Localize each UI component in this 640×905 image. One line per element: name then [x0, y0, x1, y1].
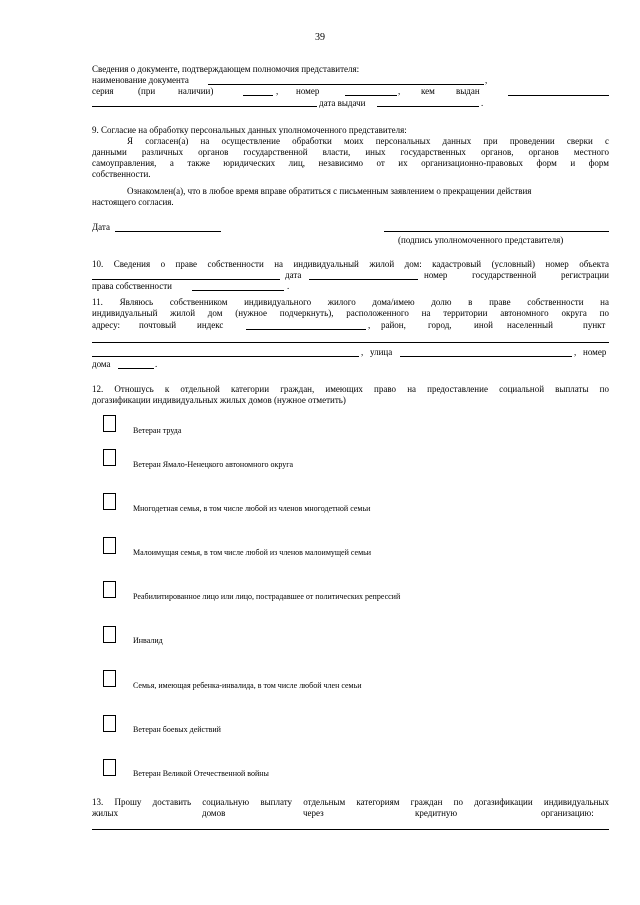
form-page: 39 Сведения о документе, подтверждающем полномочия представителя: наименование документа , серия (при наличии) , номер , кем выдан дата выдачи . 9. Согласие на обработку персональных данных уполномоченного представителя: Я согласен(а) на осуществление обработки моих персональных данных при проведении сверки с данными различных органов государственной власти, иных государственных органов, органов местного самоуправления, а также юридических лиц, независимо от их организационно-правовых форм и форм собственности. Ознакомлен(а), что в любое время вправе обратиться с письменным заявлением о прекращении действия настоящего согласия. Дата (подпись уполномоченного представителя) 10. Сведения о праве собственности на индивидуальный жилой дом: кадастровый (условный) номер объекта дата номер государственной регистрации права собственности . 11. Являюсь собственником индивидуального жилого дома/имею долю в праве собственности на индивидуальный жилой дом (нужное подчеркнуть), расположенного на территории автономного округа по адресу: почтовый индекс , район, город, иной населенный пункт , улица , номер дома . 12. Отношусь к отдельной категории граждан, имеющих право на предоставление социальной выплаты по догазификации индивидуальных жилых домов (нужное отметить) Ветеран труда Ветеран Ямало-Ненецкого автономного округа Многодетная семья, в том числе любой из членов многодетной семьи Малоимущая семья, в том числе любой из членов малоимущей семьи Реабилитированное лицо или лицо, пострадавшее от политических репрессий Инвалид Семья, имеющая ребенка-инвалида, в том числе любой член семьи Ветеран боевых действий Ветеран Великой Отечественной войны 13. Прошу доставить социальную выплату отдельным категориям граждан по догазификации индивидуальных жилых домов через кредитную организацию: — [0, 0, 640, 905]
house-number-field[interactable] — [118, 368, 154, 369]
section11-text-1: 11. Являюсь собственником индивидуального жилого дома/имею долю в праве собственности на — [92, 297, 609, 307]
option-disabled: Инвалид — [133, 636, 163, 645]
postal-label: почтовый — [139, 320, 177, 330]
ownership-right-label: права собственности — [92, 281, 172, 291]
locality-field-cont[interactable] — [92, 356, 359, 357]
section9-text-2: данными различных органов государственной власти, иных государственных органов, органов местного — [92, 147, 609, 157]
checkbox-ynao-veteran[interactable] — [103, 449, 116, 466]
issued-by-label: кем — [421, 86, 435, 96]
s13-word-credit: кредитную — [415, 808, 458, 818]
doc-name-field[interactable] — [208, 84, 484, 85]
checkbox-labor-veteran[interactable] — [103, 415, 116, 432]
option-ynao-veteran: Ветеран Ямало-Ненецкого автономного округа — [133, 460, 294, 469]
postal-index-field[interactable] — [246, 329, 366, 330]
checkbox-rehabilitated[interactable] — [103, 581, 116, 598]
checkbox-combat-veteran[interactable] — [103, 715, 116, 732]
s13-word-organization: организацию: — [541, 808, 594, 818]
s13-word-houses: жилых — [92, 808, 119, 818]
section12-text-2: догазификации индивидуальных жилых домов (нужное отметить) — [92, 395, 346, 405]
reg-number-field[interactable] — [192, 290, 284, 291]
district-label: район, — [381, 320, 406, 330]
s13-word-homes: домов — [202, 808, 226, 818]
section12-text-1: 12. Отношусь к отдельной категории граждан, имеющих право на предоставление социальной выплаты по — [92, 384, 609, 394]
checkbox-ww2-veteran[interactable] — [103, 759, 116, 776]
section9-text-3: самоуправления, а также юридических лиц, независимо от их организационно-правовых форм и форм — [92, 158, 609, 168]
option-disabled-child: Семья, имеющая ребенка-инвалида, в том числе любой член семьи — [133, 681, 362, 690]
settlement-label: населенный — [507, 320, 553, 330]
option-ww2-veteran: Ветеран Великой Отечественной войны — [133, 769, 269, 778]
reg-number-label: номер государственной регистрации — [424, 270, 609, 280]
issued-by-field-cont[interactable] — [92, 106, 317, 107]
credit-organization-field[interactable] — [92, 829, 609, 830]
doc-section-heading: Сведения о документе, подтверждающем полномочия представителя: — [92, 64, 360, 74]
house-label: дома — [92, 359, 111, 369]
checkbox-low-income[interactable] — [103, 537, 116, 554]
cadastral-number-field[interactable] — [92, 279, 280, 280]
section9-text-1: Я согласен(а) на осуществление обработки моих персональных данных при проведении сверки с — [127, 136, 609, 146]
option-labor-veteran: Ветеран труда — [133, 426, 182, 435]
section9-notice-1: Ознакомлен(а), что в любое время вправе обратиться с письменным заявлением о прекращении действия — [127, 186, 532, 196]
issue-date-field[interactable] — [377, 106, 479, 107]
issued-by-field[interactable] — [508, 95, 609, 96]
checkbox-disabled[interactable] — [103, 626, 116, 643]
signature-field[interactable] — [384, 231, 609, 232]
series-available-label: наличии) — [178, 86, 214, 96]
city-label: город, — [428, 320, 452, 330]
checkbox-disabled-child[interactable] — [103, 670, 116, 687]
option-combat-veteran: Ветеран боевых действий — [133, 725, 221, 734]
signature-caption: (подпись уполномоченного представителя) — [398, 235, 564, 245]
section9-notice-2: настоящего согласия. — [92, 197, 174, 207]
page-number: 39 — [315, 32, 325, 43]
locality-label: пункт — [583, 320, 606, 330]
house-number-label: номер — [583, 347, 607, 357]
section10-text-1: 10. Сведения о праве собственности на индивидуальный жилой дом: кадастровый (условный) номер объекта — [92, 259, 609, 269]
street-label: улица — [370, 347, 393, 357]
section11-text-2: индивидуальный жилой дом (нужное подчеркнуть), расположенного на территории автономного округа по — [92, 308, 609, 318]
street-field[interactable] — [400, 356, 572, 357]
s13-word-via: через — [303, 808, 324, 818]
option-large-family: Многодетная семья, в том числе любой из членов многодетной семьи — [133, 504, 371, 513]
issued-label: выдан — [456, 86, 480, 96]
section9-title: 9. Согласие на обработку персональных данных уполномоченного представителя: — [92, 125, 407, 135]
section13-text-1: 13. Прошу доставить социальную выплату отдельным категориям граждан по догазификации индивидуальных — [92, 797, 609, 807]
address-label: адресу: — [92, 320, 121, 330]
option-low-income: Малоимущая семья, в том числе любой из членов малоимущей семьи — [133, 548, 372, 557]
locality-field[interactable] — [92, 342, 609, 343]
series-label: серия — [92, 86, 114, 96]
series-field[interactable] — [243, 95, 273, 96]
checkbox-large-family[interactable] — [103, 493, 116, 510]
number-field[interactable] — [345, 95, 397, 96]
index-label: индекс — [197, 320, 224, 330]
issue-date-label: дата выдачи — [319, 98, 366, 108]
number-label: номер — [296, 86, 320, 96]
section9-text-4: собственности. — [92, 169, 151, 179]
series-when-label: (при — [138, 86, 156, 96]
date-label: Дата — [92, 222, 110, 232]
reg-date-label: дата — [285, 270, 302, 280]
date-field[interactable] — [115, 231, 221, 232]
option-rehabilitated: Реабилитированное лицо или лицо, пострадавшее от политических репрессий — [133, 592, 401, 601]
reg-date-field[interactable] — [309, 279, 418, 280]
doc-name-label: наименование документа — [92, 75, 189, 85]
other-label: иной — [474, 320, 493, 330]
